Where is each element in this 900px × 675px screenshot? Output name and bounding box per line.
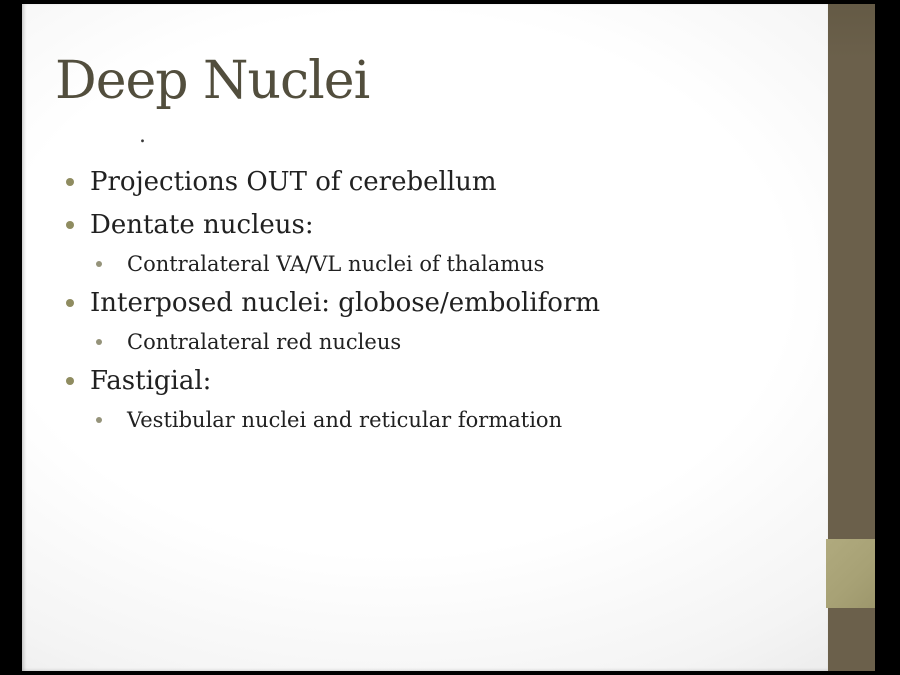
bullet-text: Contralateral VA/VL nuclei of thalamus [127,251,545,276]
letterbox-right [875,0,900,675]
bullet-dot-icon [96,339,102,345]
sidebar-band [828,4,875,671]
sidebar-accent-square [826,539,875,608]
bullet-dot-icon [66,178,74,186]
bullet-item [22,281,828,324]
bullet-item [22,402,828,437]
bullet-item [22,324,828,359]
bullet-text: Projections OUT of cerebellum [90,166,497,197]
bullet-item [22,246,828,281]
bullet-item [22,203,828,246]
bullet-item [22,160,828,203]
bullet-dot-icon [66,377,74,385]
bullet-text: Vestibular nuclei and reticular formation [127,407,563,432]
bullet-dot-icon [96,417,102,423]
slide-title: Deep Nuclei [55,51,370,111]
title-period-mark: . [139,123,146,148]
bullet-text: Dentate nucleus: [90,209,314,240]
slide-canvas [22,4,828,671]
bullet-text: Interposed nuclei: globose/emboliform [90,287,601,318]
letterbox-bottom [0,671,900,675]
letterbox-left [0,0,22,675]
bullet-text: Contralateral red nucleus [127,329,402,354]
bullet-text: Fastigial: [90,365,212,396]
bullet-item [22,359,828,402]
bullet-dot-icon [66,221,74,229]
bullet-dot-icon [96,261,102,267]
bullet-list [22,160,828,437]
bullet-dot-icon [66,299,74,307]
